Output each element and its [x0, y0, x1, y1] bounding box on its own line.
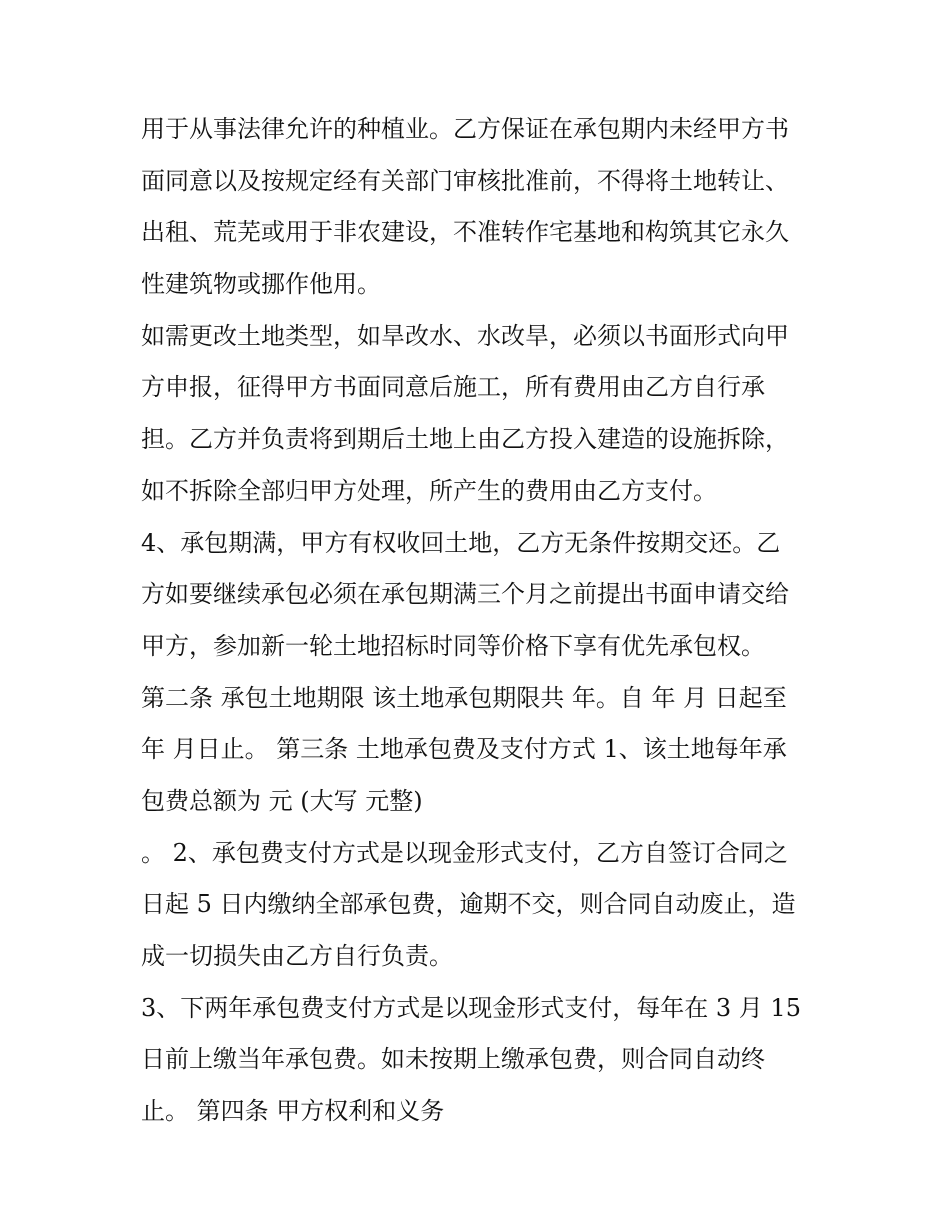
text-line: 日前上缴当年承包费。如未按期上缴承包费，则合同自动终: [141, 1045, 765, 1074]
text-line: 4、承包期满，甲方有权收回土地，乙方无条件按期交还。乙: [141, 528, 781, 557]
text-line: 止。 第四条 甲方权利和义务: [141, 1097, 445, 1126]
text-line: 日起 5 日内缴纳全部承包费，逾期不交，则合同自动废止，造: [141, 890, 796, 919]
text-line: 方申报，征得甲方书面同意后施工，所有费用由乙方自行承: [141, 373, 765, 402]
text-line: 如需更改土地类型，如旱改水、水改旱，必须以书面形式向甲: [141, 321, 789, 350]
text-line: 用于从事法律允许的种植业。乙方保证在承包期内未经甲方书: [141, 115, 789, 143]
text-line: 如不拆除全部归甲方处理，所产生的费用由乙方支付。: [141, 476, 717, 505]
text-line: 。 2、承包费支付方式是以现金形式支付，乙方自签订合同之: [141, 838, 788, 867]
text-line: 年 月日止。 第三条 土地承包费及支付方式 1、该土地每年承: [141, 735, 787, 764]
text-line: 3、下两年承包费支付方式是以现金形式支付，每年在 3 月 15: [141, 993, 801, 1022]
text-line: 第二条 承包土地期限 该土地承包期限共 年。自 年 月 日起至: [141, 683, 787, 712]
text-line: 出租、荒芜或用于非农建设，不准转作宅基地和构筑其它永久: [141, 218, 789, 247]
contract-text: [141, 104, 821, 1138]
text-line: 成一切损失由乙方自行负责。: [141, 942, 453, 970]
text-line: 包费总额为 元 (大写 元整): [141, 786, 423, 815]
text-line: 担。乙方并负责将到期后土地上由乙方投入建造的设施拆除，: [141, 425, 789, 454]
text-line: 性建筑物或挪作他用。: [141, 270, 381, 299]
text-line: 面同意以及按规定经有关部门审核批准前，不得将土地转让、: [141, 166, 789, 195]
text-line: 甲方，参加新一轮土地招标时同等价格下享有优先承包权。: [141, 631, 765, 660]
text-line: 方如要继续承包必须在承包期满三个月之前提出书面申请交给: [141, 580, 789, 609]
